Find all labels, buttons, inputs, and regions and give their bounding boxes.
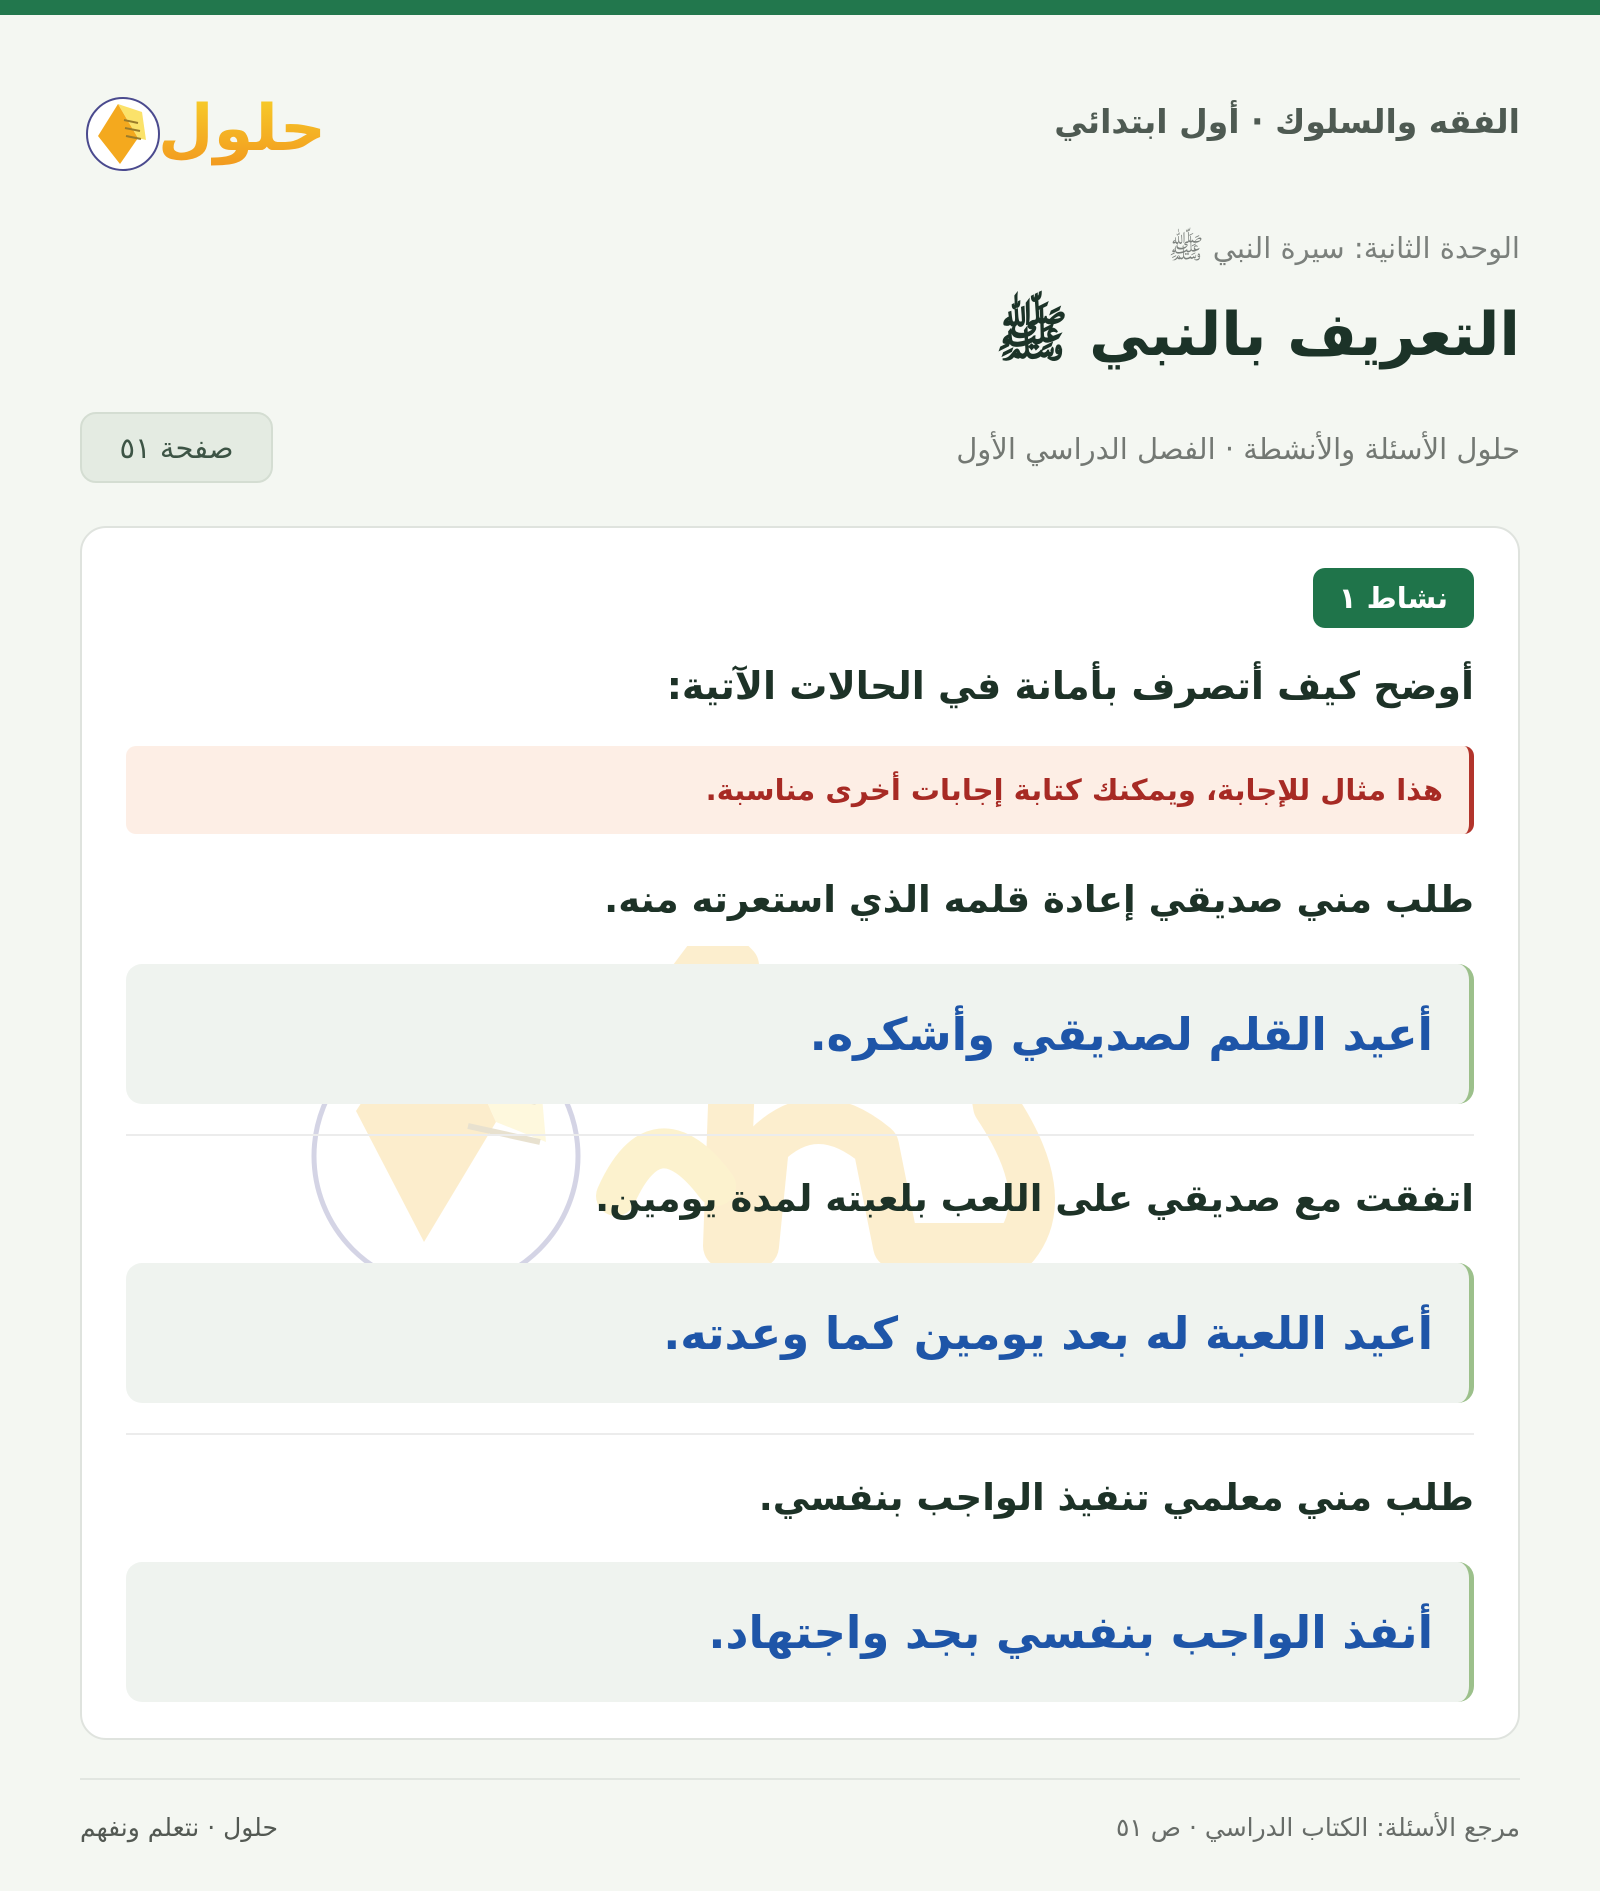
answer-note: هذا مثال للإجابة، ويمكنك كتابة إجابات أخرى مناسبة.	[126, 746, 1474, 834]
header	[80, 72, 1520, 182]
divider	[126, 1134, 1474, 1136]
answer-3: أنفذ الواجب بنفسي بجد واجتهاد.	[126, 1562, 1474, 1702]
top-accent-bar	[0, 0, 1600, 15]
activity-badge: نشاط ١	[1313, 568, 1474, 628]
unit-label: الوحدة الثانية: سيرة النبي ﷺ	[1168, 231, 1520, 265]
activity-instruction: أوضح كيف أتصرف بأمانة في الحالات الآتية:	[666, 664, 1474, 708]
footer-brand: حلول · نتعلم ونفهم	[80, 1813, 278, 1842]
footer-reference: مرجع الأسئلة: الكتاب الدراسي · ص ٥١	[1115, 1813, 1520, 1842]
page-title: التعريف بالنبي ﷺ	[995, 300, 1520, 370]
footer-divider	[80, 1778, 1520, 1780]
answer-2: أعيد اللعبة له بعد يومين كما وعدته.	[126, 1263, 1474, 1403]
page-number-badge: صفحة ٥١	[80, 412, 273, 483]
question-2: اتفقت مع صديقي على اللعب بلعبته لمدة يومين.	[595, 1177, 1474, 1220]
logo[interactable]	[80, 78, 365, 178]
answer-1: أعيد القلم لصديقي وأشكره.	[126, 964, 1474, 1104]
activity-card	[80, 526, 1520, 1740]
logo-text: حلول	[158, 92, 326, 166]
divider	[126, 1433, 1474, 1435]
question-1: طلب مني صديقي إعادة قلمه الذي استعرته منه.	[604, 878, 1474, 921]
page-subtitle: حلول الأسئلة والأنشطة · الفصل الدراسي الأول	[956, 432, 1520, 466]
question-3: طلب مني معلمي تنفيذ الواجب بنفسي.	[758, 1476, 1474, 1519]
course-title: الفقه والسلوك · أول ابتدائي	[1054, 102, 1520, 141]
